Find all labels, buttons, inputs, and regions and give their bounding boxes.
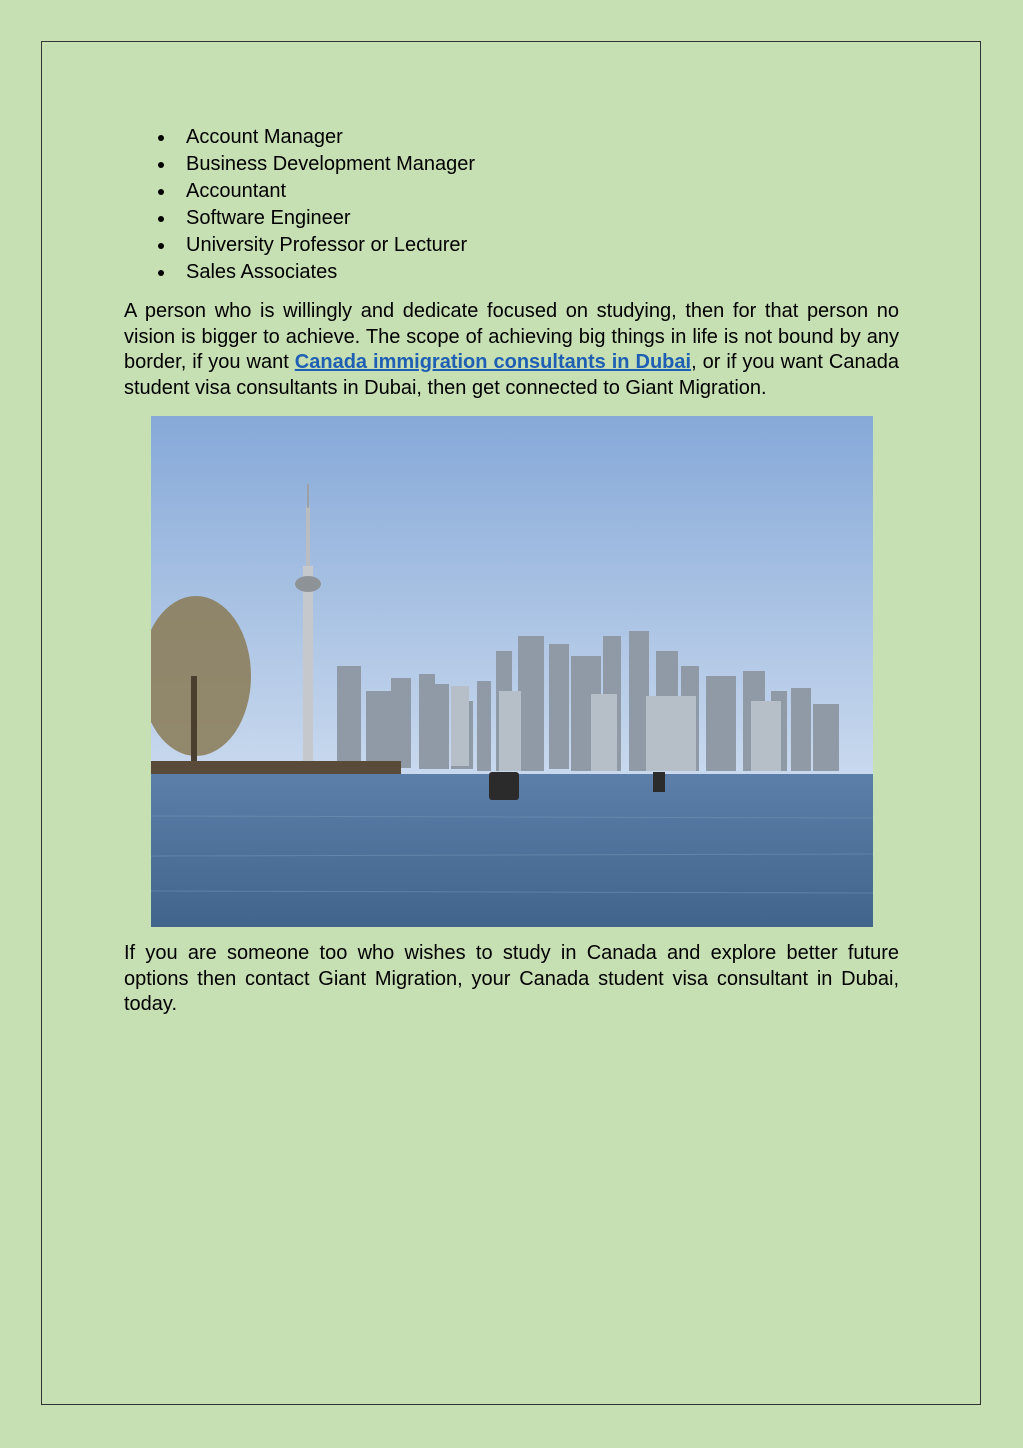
toronto-skyline-photo [151,416,873,927]
closing-paragraph: If you are someone too who wishes to study in Canada and explore better future options then contact Giant Migration, your Canada student visa consultant in Dubai, today. [124,942,899,1015]
bullet-icon [158,189,164,195]
list-item-text: Sales Associates [186,261,338,283]
paragraph-text: A person who is willingly and dedicate focused on studying, then for that person no vision is bigger to achieve. The scope of achieving big things in life is not bound by any border, if you want [124,300,899,373]
immigration-consultants-link[interactable]: Canada immigration consultants in Dubai [294,351,692,373]
list-item [124,259,475,286]
list-item [124,124,475,151]
list-item [124,151,475,178]
list-item-text: University Professor or Lecturer [186,234,468,256]
intro-paragraph [124,299,899,401]
list-item-text: Accountant [186,180,287,202]
job-list [124,124,475,286]
list-item-text: Account Manager [186,126,343,148]
list-item [124,178,475,205]
bullet-icon [158,135,164,141]
list-item-text: Software Engineer [186,207,351,229]
bullet-icon [158,243,164,249]
bullet-icon [158,162,164,168]
bullet-icon [158,216,164,222]
bullet-icon [158,270,164,276]
list-item-text: Business Development Manager [186,153,476,175]
paragraph-text: , or if you want Canada student visa consultants in Dubai, then get connected to Giant Migration. [124,351,899,399]
list-item [124,232,475,259]
list-item [124,205,475,232]
